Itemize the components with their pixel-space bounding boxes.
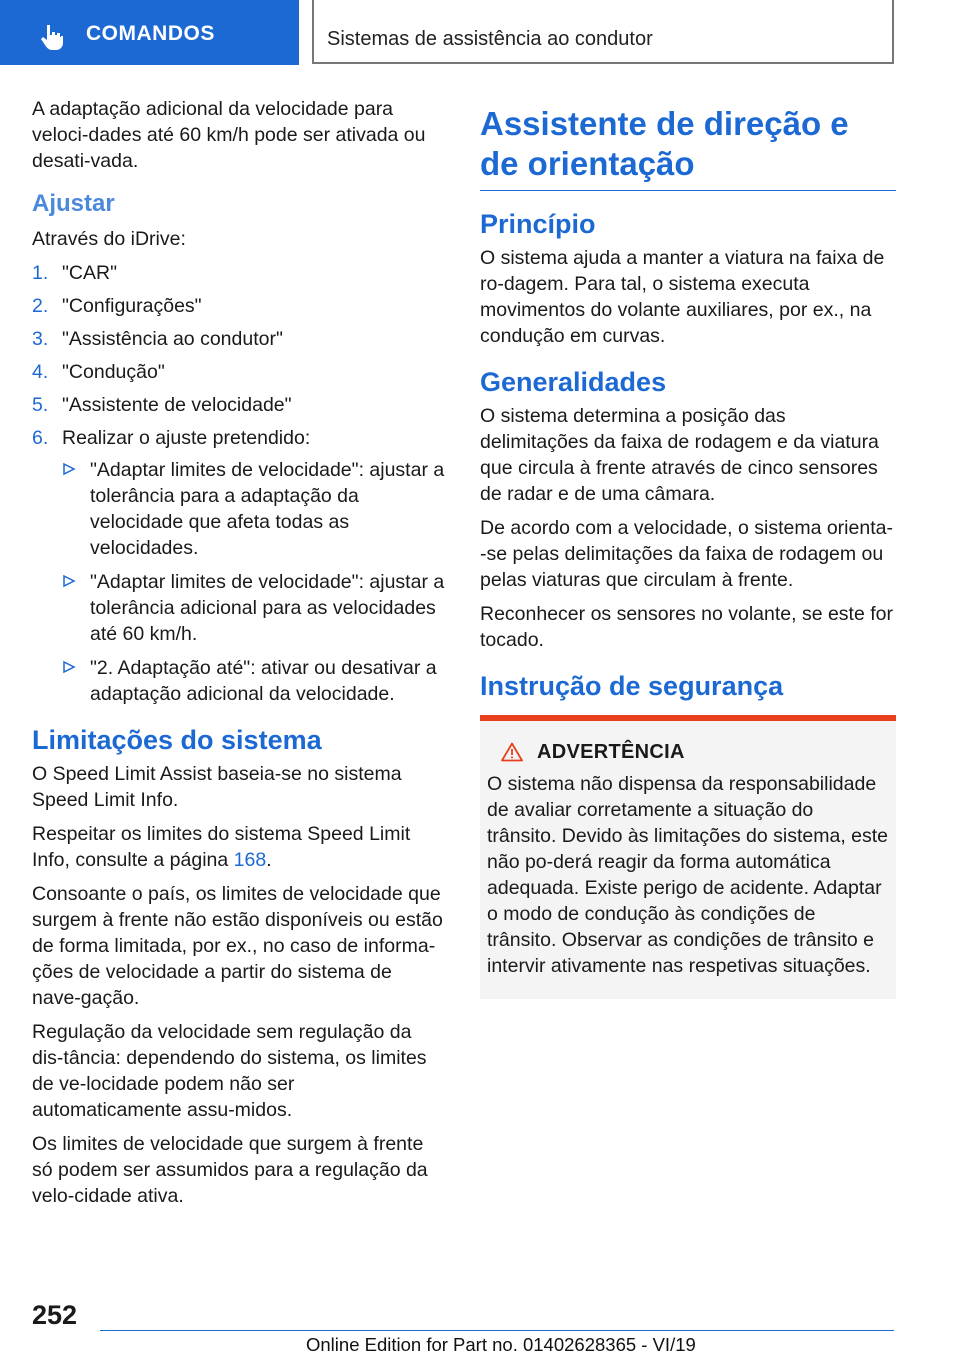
step-number: 2. bbox=[32, 295, 49, 317]
step-text: "Condução" bbox=[62, 361, 165, 383]
section-label: COMANDOS bbox=[86, 22, 215, 45]
intro-paragraph: A adaptação adicional da velocidade para veloci-dades até 60 km/h pode ser ativada ou desati-vada. bbox=[32, 98, 426, 172]
heading-generalidades: Generalidades bbox=[480, 367, 667, 397]
step-number: 3. bbox=[32, 328, 49, 350]
list-item bbox=[32, 326, 446, 352]
footer-divider bbox=[100, 1330, 894, 1331]
step-number: 5. bbox=[32, 394, 49, 416]
left-column bbox=[32, 96, 446, 1217]
step-text: Realizar o ajuste pretendido: bbox=[62, 427, 311, 449]
list-item bbox=[62, 457, 446, 561]
page-section-title: Assistente de direção e de orientação bbox=[480, 104, 896, 191]
triangle-bullet-icon bbox=[62, 574, 76, 588]
heading-seguranca: Instrução de segurança bbox=[480, 671, 784, 701]
triangle-bullet-icon bbox=[62, 660, 76, 674]
generalidades-paragraph: De acordo com a velocidade, o sistema orienta--se pelas delimitações da faixa de rodagem ou pelas viaturas que circulam à frente. bbox=[480, 517, 893, 591]
step-number: 1. bbox=[32, 262, 49, 284]
list-item bbox=[62, 569, 446, 647]
chapter-header bbox=[312, 0, 894, 64]
generalidades-paragraph: O sistema determina a posição das delimitações da faixa de rodagem e da viatura que circula à frente através de cinco sensores de radar e de uma câmara. bbox=[480, 405, 879, 505]
step-text: "Assistência ao condutor" bbox=[62, 328, 283, 350]
footer-edition: Online Edition for Part no. 01402628365 - VI/19 bbox=[306, 1334, 696, 1355]
sub-item-text: "2. Adaptação até": ativar ou desativar a adaptação adicional da velocidade. bbox=[90, 657, 437, 705]
heading-ajustar: Ajustar bbox=[32, 190, 115, 217]
principio-paragraph: O sistema ajuda a manter a viatura na faixa de ro-dagem. Para tal, o sistema executa movimentos do volante auxiliares, por ex., na condução em curvas. bbox=[480, 247, 885, 347]
sub-list bbox=[62, 457, 446, 707]
list-item bbox=[32, 293, 446, 319]
sub-item-text: "Adaptar limites de velocidade": ajustar a tolerância adicional para as velocidades até 60 km/h. bbox=[90, 571, 445, 645]
step-text: "Configurações" bbox=[62, 295, 202, 317]
limits-paragraph bbox=[32, 821, 446, 873]
warning-header bbox=[487, 739, 888, 765]
ajustar-lead: Através do iDrive: bbox=[32, 228, 186, 250]
warning-box bbox=[480, 715, 896, 999]
right-column bbox=[480, 96, 896, 999]
step-number: 4. bbox=[32, 361, 49, 383]
limits-paragraph: O Speed Limit Assist baseia-se no sistema Speed Limit Info. bbox=[32, 763, 402, 811]
section-tab[interactable] bbox=[0, 0, 299, 65]
limits-text: . bbox=[266, 849, 272, 871]
heading-principio: Princípio bbox=[480, 209, 596, 239]
limits-text: Respeitar os limites do sistema Speed Limit Info, consulte a página bbox=[32, 823, 411, 871]
list-item bbox=[32, 425, 446, 707]
list-item bbox=[32, 260, 446, 286]
generalidades-paragraph: Reconhecer os sensores no volante, se este for tocado. bbox=[480, 603, 893, 651]
limits-paragraph: Os limites de velocidade que surgem à frente só podem ser assumidos para a regulação da velo-cidade ativa. bbox=[32, 1133, 428, 1207]
list-item bbox=[32, 359, 446, 385]
warning-text: O sistema não dispensa da responsabilidade de avaliar corretamente a situação do trânsito. Devido às limitações do sistema, este não po-derá reagir da forma automática adequada. Existe perigo de acidente. Adaptar o modo de condução às condições de trânsito. Observar as condições de trânsito e intervir ativamente nas respetivas situações. bbox=[487, 773, 889, 977]
list-item bbox=[32, 392, 446, 418]
limits-paragraph: Consoante o país, os limites de velocidade que surgem à frente não estão disponíveis ou estão de forma limitada, por ex., no caso de informa-ções de velocidade a partir do sistema de nave-gação. bbox=[32, 883, 443, 1009]
list-item bbox=[62, 655, 446, 707]
warning-title: ADVERTÊNCIA bbox=[537, 741, 685, 763]
sub-item-text: "Adaptar limites de velocidade": ajustar a tolerância para a adaptação da velocidade que afeta todas as velocidades. bbox=[90, 459, 445, 559]
chapter-title: Sistemas de assistência ao condutor bbox=[327, 28, 653, 50]
step-number: 6. bbox=[32, 427, 49, 449]
warning-triangle-icon bbox=[501, 742, 523, 762]
triangle-bullet-icon bbox=[62, 462, 76, 476]
page-link[interactable]: 168 bbox=[233, 849, 267, 871]
limits-paragraph: Regulação da velocidade sem regulação da dis-tância: dependendo do sistema, os limites de ve-locidade podem não ser automaticamente assu-midos. bbox=[32, 1021, 427, 1121]
heading-limitacoes: Limitações do sistema bbox=[32, 725, 322, 755]
page-number: 252 bbox=[32, 1300, 78, 1330]
hand-pointer-icon bbox=[36, 22, 66, 52]
step-text: "CAR" bbox=[62, 262, 118, 284]
steps-list bbox=[32, 260, 446, 707]
step-text: "Assistente de velocidade" bbox=[62, 394, 292, 416]
